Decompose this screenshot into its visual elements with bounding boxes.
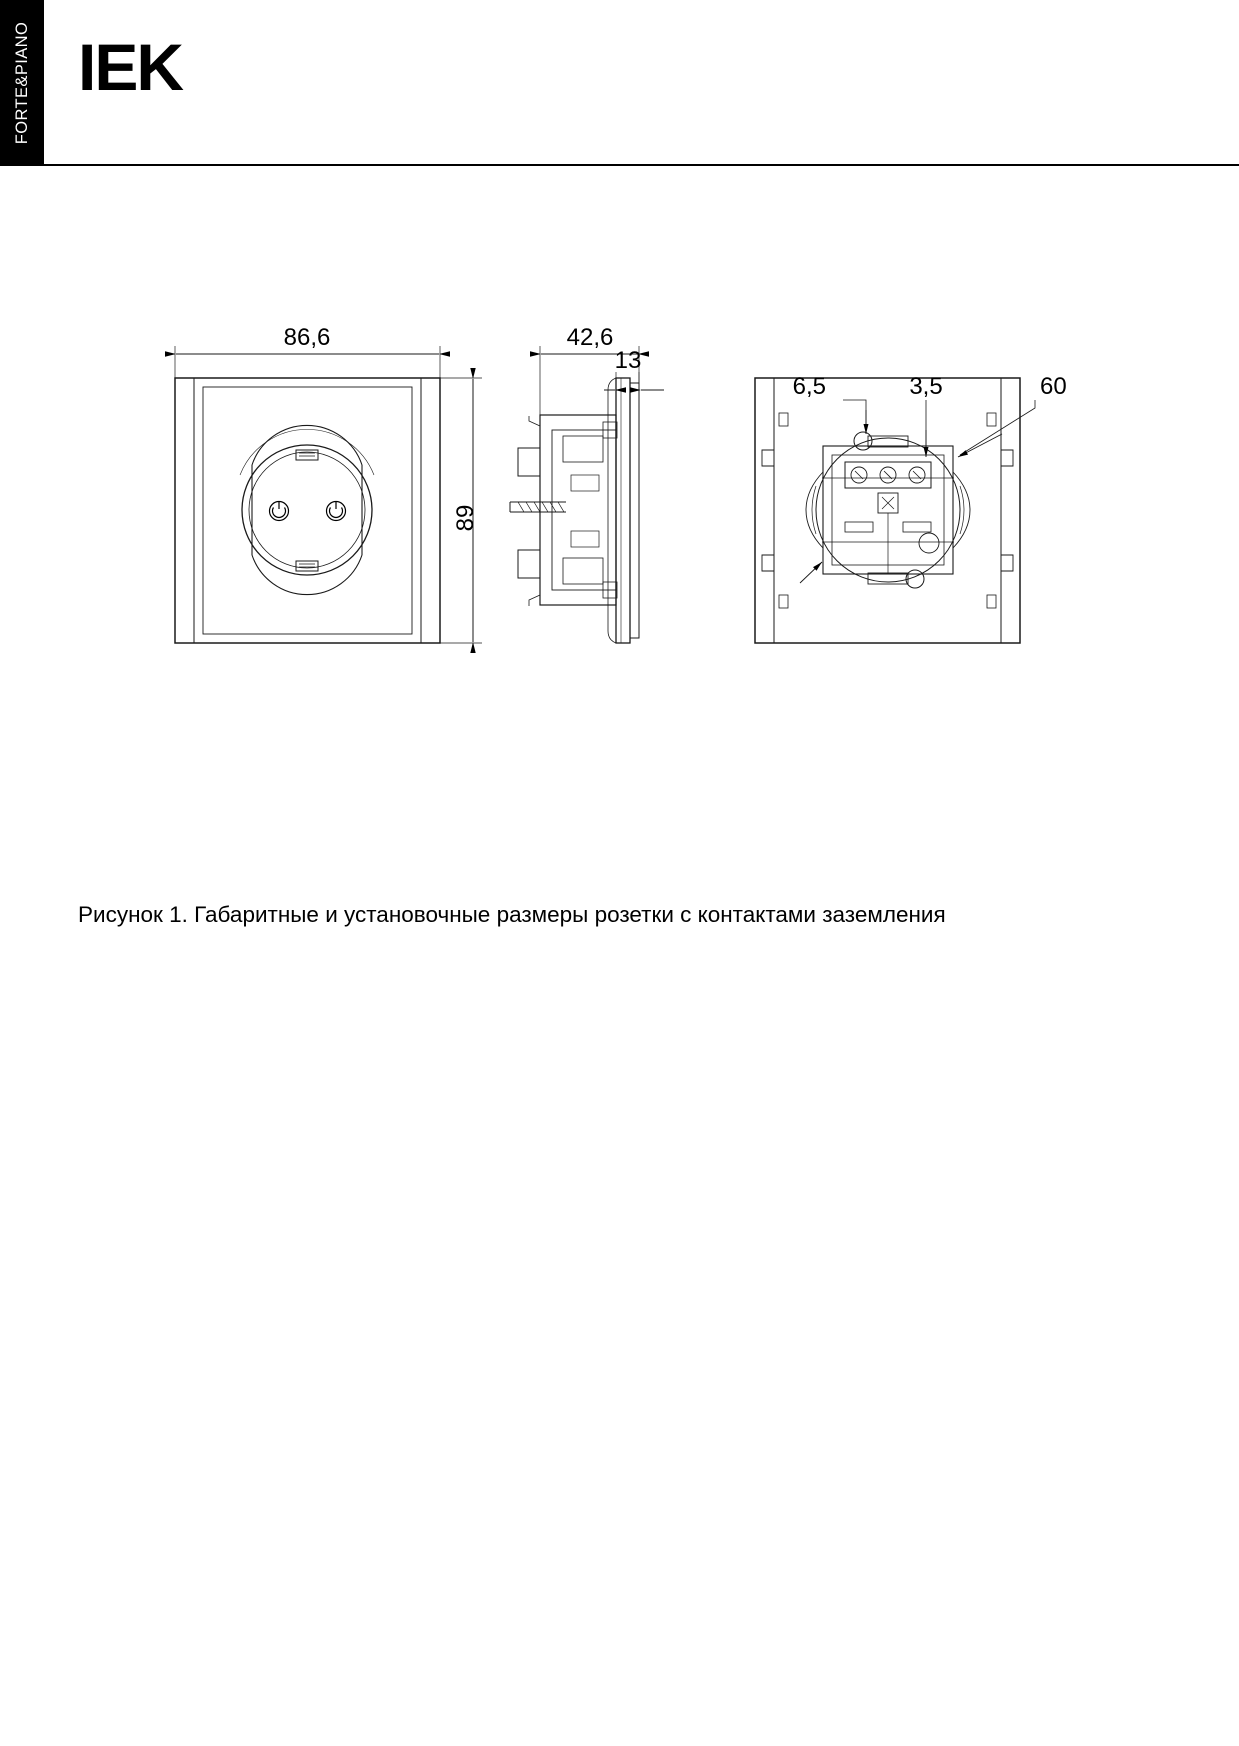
- dim-box-diameter: ⁠60: [1040, 373, 1067, 400]
- side-view: [510, 346, 664, 643]
- brand-sidebar-label: FORTE&PIANO: [13, 21, 31, 145]
- dim-frame-thickness: 13: [614, 347, 642, 374]
- rear-view: [755, 378, 1035, 643]
- technical-drawing: [0, 250, 1239, 680]
- iek-logo-icon: IEK: [78, 30, 183, 104]
- front-view: [175, 346, 482, 643]
- page-header: [0, 0, 1239, 166]
- dim-side-depth: 42,6: [566, 324, 614, 351]
- figure-caption: Рисунок 1. Габаритные и установочные размеры розетки с контактами заземления: [78, 902, 946, 927]
- dim-plate-thickness: 3,5: [909, 373, 943, 400]
- dim-front-height: 89: [452, 504, 479, 532]
- brand-sidebar: [0, 0, 44, 166]
- figure-drawing: [0, 250, 1239, 680]
- dim-front-width: 86,6: [283, 324, 331, 351]
- header-divider: [44, 164, 1239, 166]
- dim-hole-diameter: ⁠6,5: [792, 373, 826, 400]
